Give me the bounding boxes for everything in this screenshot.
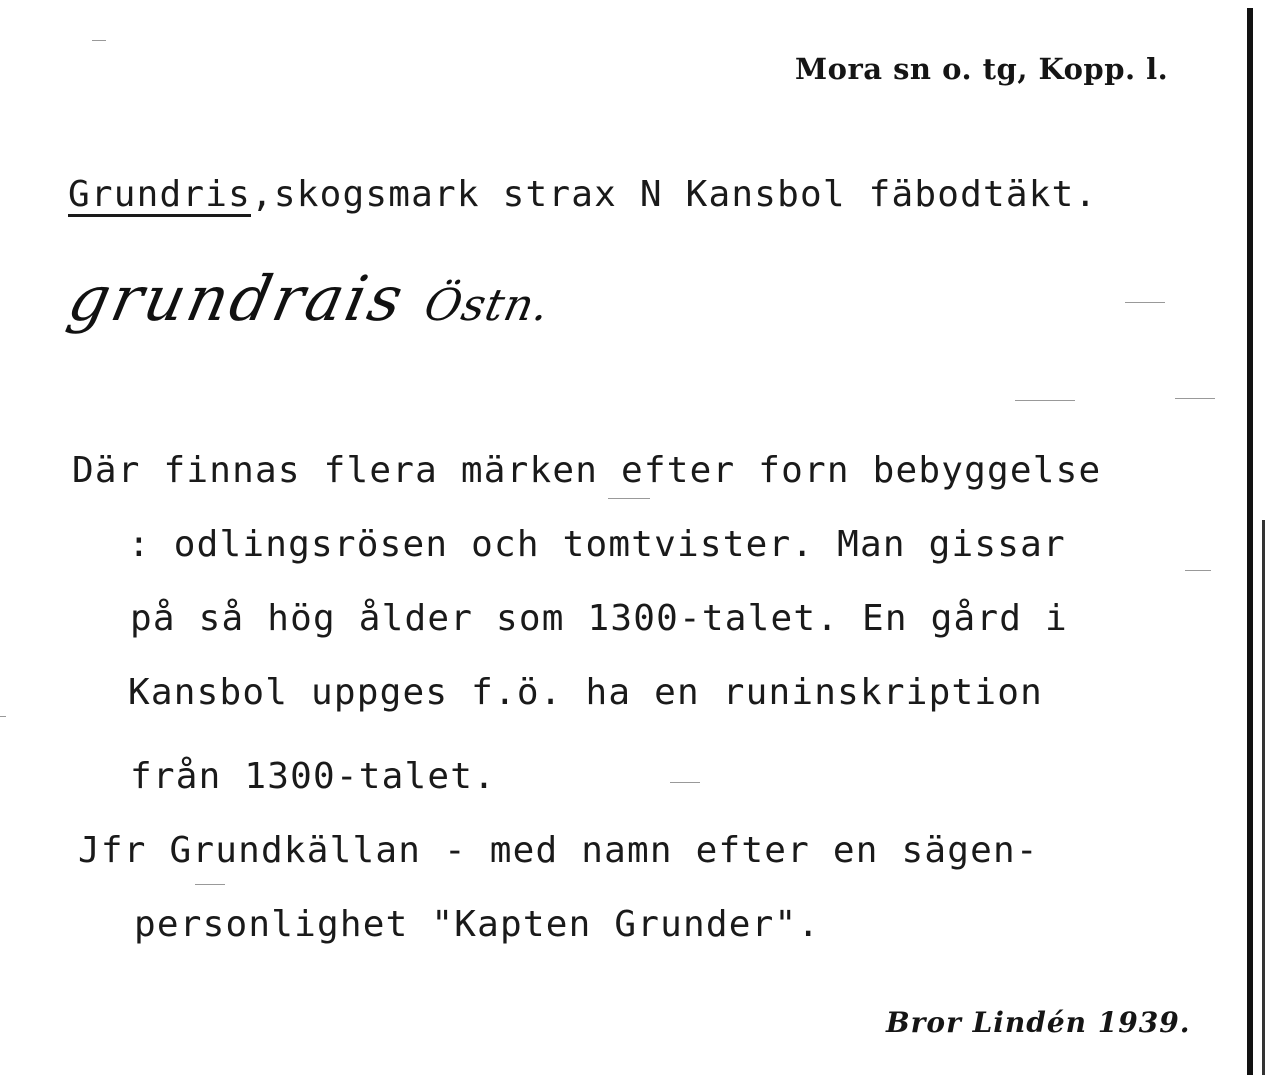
scan-speck <box>1185 570 1211 571</box>
entry-line <box>68 174 1097 215</box>
scan-speck <box>1125 302 1165 303</box>
body-line: : odlingsrösen och tomtvister. Man gissar <box>128 524 1066 565</box>
scan-speck <box>670 782 700 783</box>
scan-speck <box>1015 400 1075 401</box>
definition: ,skogsmark strax N Kansbol fäbodtäkt. <box>251 174 1098 215</box>
card-right-edge <box>1247 8 1253 1075</box>
location-header: Mora sn o. tg, Kopp. l. <box>795 52 1169 86</box>
scan-speck <box>195 884 225 885</box>
scan-speck <box>0 716 6 717</box>
scan-speck <box>1175 398 1215 399</box>
body-line: personlighet "Kapten Grunder". <box>134 904 821 945</box>
body-line: på så hög ålder som 1300-talet. En gård i <box>130 598 1068 639</box>
scan-speck <box>608 498 650 499</box>
scan-speck <box>92 40 106 41</box>
pronunciation-note: Östn. <box>419 280 555 331</box>
pronunciation: grundrais <box>62 262 412 335</box>
card-right-edge-inner <box>1262 520 1265 1075</box>
handwritten-pronunciation <box>62 262 558 335</box>
headword: Grundris <box>68 174 251 215</box>
signature: Bror Lindén 1939. <box>886 1006 1191 1039</box>
body-line: Kansbol uppges f.ö. ha en runinskription <box>128 672 1043 713</box>
body-line: från 1300-talet. <box>130 756 496 797</box>
body-line: Där finnas flera märken efter forn bebyggelse <box>72 450 1102 491</box>
body-line: Jfr Grundkällan - med namn efter en sägen- <box>78 830 1039 871</box>
